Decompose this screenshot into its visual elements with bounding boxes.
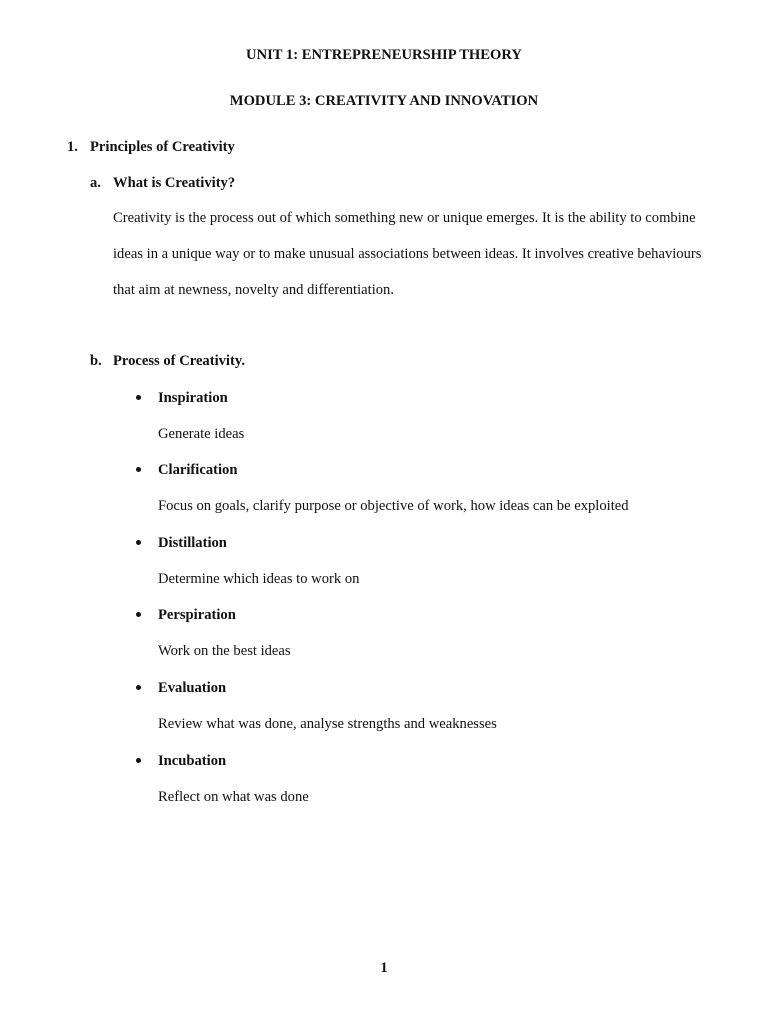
list-item-desc: Focus on goals, clarify purpose or objective of work, how ideas can be exploited: [158, 498, 629, 514]
paragraph-line: that aim at newness, novelty and differentiation.: [113, 282, 394, 298]
list-item-desc: Determine which ideas to work on: [158, 571, 360, 587]
page-number: 1: [380, 960, 388, 976]
subsection-letter: b.: [90, 353, 102, 369]
list-item-title: Inspiration: [158, 390, 228, 406]
bullet-icon: [136, 467, 141, 472]
subsection-heading: Process of Creativity.: [113, 353, 245, 369]
list-item-desc: Work on the best ideas: [158, 643, 291, 659]
subsection-heading: What is Creativity?: [113, 175, 236, 191]
bullet-icon: [136, 612, 141, 617]
list-item-title: Distillation: [158, 535, 227, 551]
bullet-icon: [136, 395, 141, 400]
unit-title: UNIT 1: ENTREPRENEURSHIP THEORY: [246, 47, 522, 63]
list-item-desc: Generate ideas: [158, 426, 245, 442]
list-item-desc: Review what was done, analyse strengths and weaknesses: [158, 716, 497, 732]
paragraph-line: ideas in a unique way or to make unusual associations between ideas. It involves creative behaviours: [113, 246, 702, 262]
paragraph-line: Creativity is the process out of which something new or unique emerges. It is the ability to combine: [113, 210, 696, 226]
section-number: 1.: [67, 139, 78, 155]
section-heading: Principles of Creativity: [90, 139, 235, 155]
subsection-letter: a.: [90, 175, 101, 191]
bullet-icon: [136, 540, 141, 545]
list-item-title: Evaluation: [158, 680, 227, 696]
list-item-desc: Reflect on what was done: [158, 789, 309, 805]
list-item-title: Clarification: [158, 462, 238, 478]
list-item-title: Perspiration: [158, 607, 236, 623]
list-item-title: Incubation: [158, 753, 227, 769]
bullet-icon: [136, 685, 141, 690]
module-title: MODULE 3: CREATIVITY AND INNOVATION: [229, 93, 539, 109]
bullet-icon: [136, 758, 141, 763]
